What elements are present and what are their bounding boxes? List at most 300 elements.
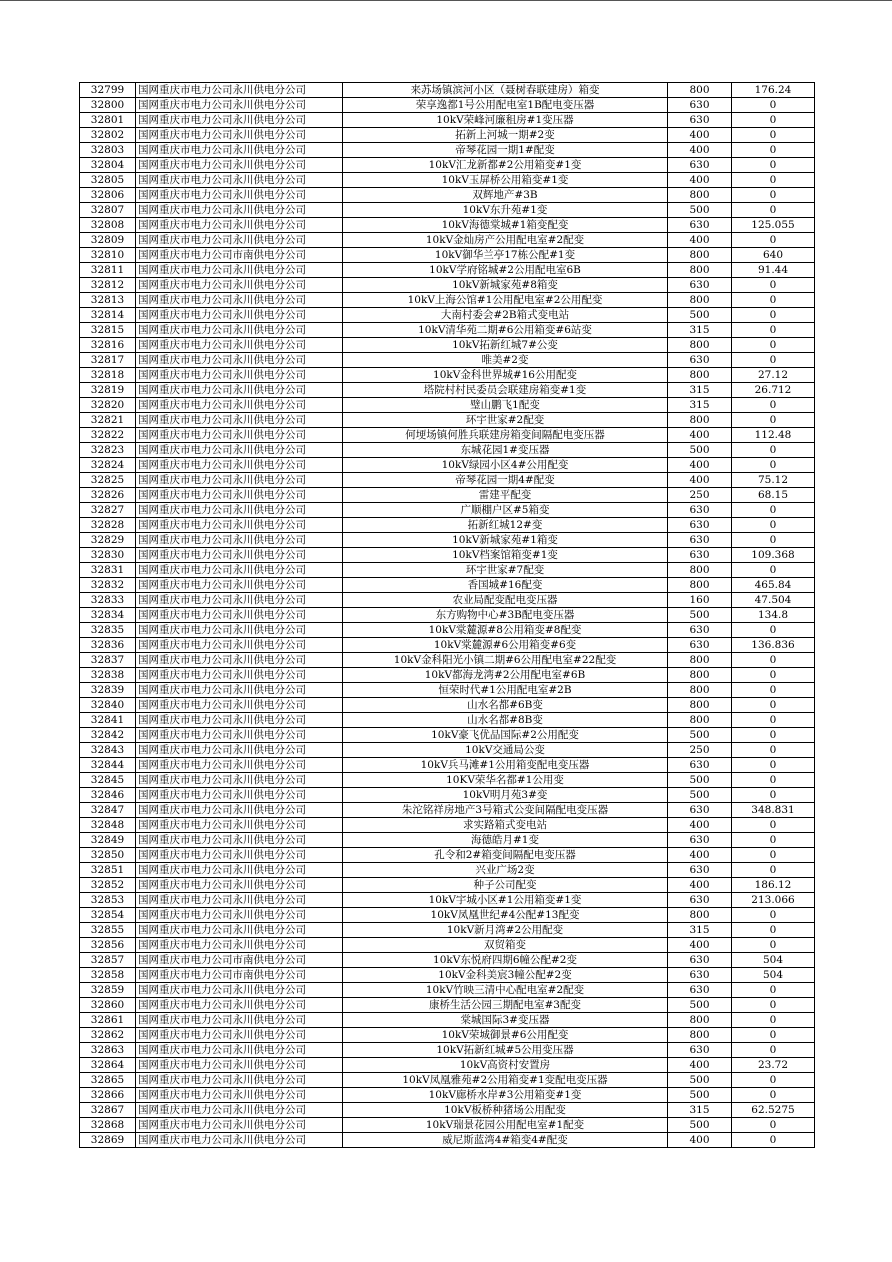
row-id-cell: 32821	[80, 413, 136, 428]
load-value-cell: 0	[732, 1088, 815, 1103]
organization-cell: 国网重庆市电力公司永川供电分公司	[136, 758, 343, 773]
row-id-cell: 32838	[80, 668, 136, 683]
transformer-name-cell: 帝琴花园一期1#配变	[343, 143, 668, 158]
transformer-name-cell: 10kV金科世界城#16公用配变	[343, 368, 668, 383]
organization-cell: 国网重庆市电力公司永川供电分公司	[136, 578, 343, 593]
load-value-cell: 0	[732, 728, 815, 743]
table-row	[80, 623, 815, 638]
transformer-name-cell: 璧山鹏飞1配变	[343, 398, 668, 413]
transformer-name-cell: 东城花园1#变压器	[343, 443, 668, 458]
capacity-cell: 630	[668, 1043, 732, 1058]
table-row	[80, 83, 815, 98]
load-value-cell: 0	[732, 203, 815, 218]
load-value-cell: 47.504	[732, 593, 815, 608]
organization-cell: 国网重庆市电力公司永川供电分公司	[136, 848, 343, 863]
table-row	[80, 338, 815, 353]
capacity-cell: 400	[668, 128, 732, 143]
table-row	[80, 608, 815, 623]
load-value-cell: 109.368	[732, 548, 815, 563]
capacity-cell: 315	[668, 323, 732, 338]
table-row	[80, 638, 815, 653]
row-id-cell: 32823	[80, 443, 136, 458]
capacity-cell: 800	[668, 1013, 732, 1028]
transformer-name-cell: 10kV棠麓源#6公用箱变#6变	[343, 638, 668, 653]
organization-cell: 国网重庆市电力公司永川供电分公司	[136, 203, 343, 218]
transformer-name-cell: 10kV兵马滩#1公用箱变配电变压器	[343, 758, 668, 773]
row-id-cell: 32836	[80, 638, 136, 653]
transformer-name-cell: 10kV新月湾#2公用配变	[343, 923, 668, 938]
row-id-cell: 32826	[80, 488, 136, 503]
organization-cell: 国网重庆市电力公司永川供电分公司	[136, 1073, 343, 1088]
load-value-cell: 0	[732, 998, 815, 1013]
organization-cell: 国网重庆市电力公司永川供电分公司	[136, 98, 343, 113]
load-value-cell: 0	[732, 683, 815, 698]
transformer-name-cell: 10kV海德棠城#1箱变配变	[343, 218, 668, 233]
page-top-rule	[0, 0, 892, 1]
row-id-cell: 32817	[80, 353, 136, 368]
row-id-cell: 32803	[80, 143, 136, 158]
table-row	[80, 503, 815, 518]
row-id-cell: 32799	[80, 83, 136, 98]
transformer-name-cell: 10kV东升苑#1变	[343, 203, 668, 218]
load-value-cell: 0	[732, 923, 815, 938]
table-row	[80, 968, 815, 983]
transformer-name-cell: 环宇世家#7配变	[343, 563, 668, 578]
load-value-cell: 23.72	[732, 1058, 815, 1073]
table-row	[80, 893, 815, 908]
capacity-cell: 500	[668, 773, 732, 788]
organization-cell: 国网重庆市电力公司永川供电分公司	[136, 1043, 343, 1058]
capacity-cell: 800	[668, 293, 732, 308]
organization-cell: 国网重庆市电力公司永川供电分公司	[136, 908, 343, 923]
capacity-cell: 500	[668, 1088, 732, 1103]
table-row	[80, 1133, 815, 1148]
transformer-name-cell: 山水名都#8B变	[343, 713, 668, 728]
organization-cell: 国网重庆市电力公司永川供电分公司	[136, 803, 343, 818]
capacity-cell: 500	[668, 608, 732, 623]
load-value-cell: 0	[732, 503, 815, 518]
organization-cell: 国网重庆市电力公司永川供电分公司	[136, 878, 343, 893]
table-row	[80, 773, 815, 788]
capacity-cell: 630	[668, 863, 732, 878]
row-id-cell: 32869	[80, 1133, 136, 1148]
table-row	[80, 788, 815, 803]
transformer-name-cell: 10kV荣城御景#6公用配变	[343, 1028, 668, 1043]
capacity-cell: 500	[668, 443, 732, 458]
table-row	[80, 1103, 815, 1118]
capacity-cell: 800	[668, 368, 732, 383]
table-row	[80, 443, 815, 458]
row-id-cell: 32816	[80, 338, 136, 353]
table-row	[80, 368, 815, 383]
row-id-cell: 32805	[80, 173, 136, 188]
transformer-name-cell: 10kV东悦府四期6幢公配#2变	[343, 953, 668, 968]
organization-cell: 国网重庆市电力公司永川供电分公司	[136, 128, 343, 143]
row-id-cell: 32850	[80, 848, 136, 863]
organization-cell: 国网重庆市电力公司永川供电分公司	[136, 473, 343, 488]
transformer-name-cell: 10kV棠麓源#8公用箱变#8配变	[343, 623, 668, 638]
load-value-cell: 504	[732, 953, 815, 968]
load-value-cell: 0	[732, 188, 815, 203]
transformer-name-cell: 海德皓月#1变	[343, 833, 668, 848]
row-id-cell: 32830	[80, 548, 136, 563]
load-value-cell: 0	[732, 158, 815, 173]
load-value-cell: 125.055	[732, 218, 815, 233]
table-row	[80, 533, 815, 548]
table-row	[80, 113, 815, 128]
table-row	[80, 938, 815, 953]
capacity-cell: 500	[668, 203, 732, 218]
transformer-name-cell: 10kV廊桥水岸#3公用箱变#1变	[343, 1088, 668, 1103]
organization-cell: 国网重庆市电力公司永川供电分公司	[136, 593, 343, 608]
transformer-name-cell: 拓新上河城一期#2变	[343, 128, 668, 143]
load-value-cell: 0	[732, 713, 815, 728]
table-row	[80, 713, 815, 728]
table-row	[80, 878, 815, 893]
load-value-cell: 26.712	[732, 383, 815, 398]
table-row	[80, 218, 815, 233]
organization-cell: 国网重庆市电力公司永川供电分公司	[136, 1133, 343, 1148]
table-row	[80, 923, 815, 938]
capacity-cell: 400	[668, 458, 732, 473]
transformer-name-cell: 棠城国际3#变压器	[343, 1013, 668, 1028]
row-id-cell: 32829	[80, 533, 136, 548]
capacity-cell: 800	[668, 263, 732, 278]
capacity-cell: 800	[668, 713, 732, 728]
load-value-cell: 62.5275	[732, 1103, 815, 1118]
capacity-cell: 800	[668, 668, 732, 683]
table-row	[80, 818, 815, 833]
load-value-cell: 0	[732, 1043, 815, 1058]
row-id-cell: 32846	[80, 788, 136, 803]
transformer-name-cell: 10kV交通局公变	[343, 743, 668, 758]
table-row	[80, 728, 815, 743]
transformer-name-cell: 10kV玉屏桥公用箱变#1变	[343, 173, 668, 188]
organization-cell: 国网重庆市电力公司永川供电分公司	[136, 548, 343, 563]
transformer-name-cell: 雷建平配变	[343, 488, 668, 503]
table-row	[80, 203, 815, 218]
load-value-cell: 0	[732, 563, 815, 578]
capacity-cell: 400	[668, 428, 732, 443]
table-row	[80, 263, 815, 278]
row-id-cell: 32820	[80, 398, 136, 413]
load-value-cell: 136.836	[732, 638, 815, 653]
load-value-cell: 0	[732, 623, 815, 638]
row-id-cell: 32853	[80, 893, 136, 908]
table-row	[80, 983, 815, 998]
organization-cell: 国网重庆市电力公司永川供电分公司	[136, 863, 343, 878]
organization-cell: 国网重庆市电力公司永川供电分公司	[136, 173, 343, 188]
transformer-name-cell: 何埂场镇何胜兵联建房箱变间隔配电变压器	[343, 428, 668, 443]
capacity-cell: 500	[668, 788, 732, 803]
row-id-cell: 32810	[80, 248, 136, 263]
row-id-cell: 32804	[80, 158, 136, 173]
transformer-name-cell: 朱沱铭祥房地产3号箱式公变间隔配电变压器	[343, 803, 668, 818]
row-id-cell: 32801	[80, 113, 136, 128]
capacity-cell: 800	[668, 563, 732, 578]
capacity-cell: 500	[668, 1118, 732, 1133]
capacity-cell: 400	[668, 1133, 732, 1148]
row-id-cell: 32808	[80, 218, 136, 233]
table-row	[80, 653, 815, 668]
transformer-name-cell: 广顺棚户区#5箱变	[343, 503, 668, 518]
table-row	[80, 473, 815, 488]
transformer-name-cell: 求实路箱式变电站	[343, 818, 668, 833]
organization-cell: 国网重庆市电力公司永川供电分公司	[136, 818, 343, 833]
organization-cell: 国网重庆市电力公司永川供电分公司	[136, 998, 343, 1013]
organization-cell: 国网重庆市电力公司永川供电分公司	[136, 728, 343, 743]
load-value-cell: 0	[732, 143, 815, 158]
organization-cell: 国网重庆市电力公司永川供电分公司	[136, 143, 343, 158]
capacity-cell: 630	[668, 638, 732, 653]
organization-cell: 国网重庆市电力公司永川供电分公司	[136, 938, 343, 953]
capacity-cell: 630	[668, 533, 732, 548]
organization-cell: 国网重庆市电力公司永川供电分公司	[136, 653, 343, 668]
row-id-cell: 32811	[80, 263, 136, 278]
organization-cell: 国网重庆市电力公司永川供电分公司	[136, 428, 343, 443]
transformer-name-cell: 塔院村村民委员会联建房箱变#1变	[343, 383, 668, 398]
load-value-cell: 0	[732, 908, 815, 923]
capacity-cell: 500	[668, 308, 732, 323]
capacity-cell: 400	[668, 143, 732, 158]
load-value-cell: 0	[732, 413, 815, 428]
capacity-cell: 500	[668, 1073, 732, 1088]
load-value-cell: 0	[732, 833, 815, 848]
capacity-cell: 630	[668, 113, 732, 128]
organization-cell: 国网重庆市电力公司永川供电分公司	[136, 458, 343, 473]
transformer-name-cell: 10kV御华兰亭17栋公配#1变	[343, 248, 668, 263]
transformer-name-cell: 威尼斯蓝湾4#箱变4#配变	[343, 1133, 668, 1148]
organization-cell: 国网重庆市电力公司永川供电分公司	[136, 323, 343, 338]
table-row	[80, 1013, 815, 1028]
transformer-name-cell: 10kV上海公馆#1公用配电室#2公用配变	[343, 293, 668, 308]
capacity-cell: 400	[668, 878, 732, 893]
load-value-cell: 0	[732, 1118, 815, 1133]
organization-cell: 国网重庆市电力公司永川供电分公司	[136, 563, 343, 578]
row-id-cell: 32839	[80, 683, 136, 698]
capacity-cell: 800	[668, 653, 732, 668]
transformer-name-cell: 大南村委会#2B箱式变电站	[343, 308, 668, 323]
organization-cell: 国网重庆市电力公司永川供电分公司	[136, 188, 343, 203]
load-value-cell: 0	[732, 173, 815, 188]
organization-cell: 国网重庆市电力公司永川供电分公司	[136, 1103, 343, 1118]
transformer-name-cell: 10kV都海龙湾#2公用配电室#6B	[343, 668, 668, 683]
table-row	[80, 683, 815, 698]
row-id-cell: 32807	[80, 203, 136, 218]
row-id-cell: 32863	[80, 1043, 136, 1058]
transformer-name-cell: 来苏场镇滨河小区（聂树春联建房）箱变	[343, 83, 668, 98]
transformer-name-cell: 10kV高资村安置房	[343, 1058, 668, 1073]
table-row	[80, 803, 815, 818]
transformer-name-cell: 10kV学府铭城#2公用配电室6B	[343, 263, 668, 278]
load-value-cell: 348.831	[732, 803, 815, 818]
row-id-cell: 32854	[80, 908, 136, 923]
capacity-cell: 400	[668, 848, 732, 863]
transformer-name-cell: 10kV档案馆箱变#1变	[343, 548, 668, 563]
capacity-cell: 630	[668, 968, 732, 983]
transformer-name-cell: 恒荣时代#1公用配电室#2B	[343, 683, 668, 698]
organization-cell: 国网重庆市电力公司永川供电分公司	[136, 983, 343, 998]
capacity-cell: 400	[668, 173, 732, 188]
load-value-cell: 0	[732, 338, 815, 353]
capacity-cell: 800	[668, 338, 732, 353]
table-row	[80, 548, 815, 563]
capacity-cell: 630	[668, 833, 732, 848]
row-id-cell: 32843	[80, 743, 136, 758]
organization-cell: 国网重庆市电力公司市南供电分公司	[136, 953, 343, 968]
load-value-cell: 0	[732, 1028, 815, 1043]
capacity-cell: 630	[668, 893, 732, 908]
transformer-name-cell: 康桥生活公园三期配电室#3配变	[343, 998, 668, 1013]
transformer-name-cell: 10kV新城家苑#8箱变	[343, 278, 668, 293]
transformer-name-cell: 唯美#2变	[343, 353, 668, 368]
organization-cell: 国网重庆市电力公司永川供电分公司	[136, 1118, 343, 1133]
row-id-cell: 32818	[80, 368, 136, 383]
row-id-cell: 32856	[80, 938, 136, 953]
load-value-cell: 0	[732, 443, 815, 458]
organization-cell: 国网重庆市电力公司永川供电分公司	[136, 1028, 343, 1043]
transformer-name-cell: 东方购物中心#3B配电变压器	[343, 608, 668, 623]
organization-cell: 国网重庆市电力公司永川供电分公司	[136, 338, 343, 353]
transformer-name-cell: 10KV荣华名都#1公用变	[343, 773, 668, 788]
table-row	[80, 1058, 815, 1073]
transformer-name-cell: 10kV拓新红城#5公用变压器	[343, 1043, 668, 1058]
table-row	[80, 698, 815, 713]
row-id-cell: 32864	[80, 1058, 136, 1073]
organization-cell: 国网重庆市电力公司市南供电分公司	[136, 248, 343, 263]
transformer-name-cell: 孔令和2#箱变间隔配电变压器	[343, 848, 668, 863]
capacity-cell: 630	[668, 758, 732, 773]
row-id-cell: 32859	[80, 983, 136, 998]
organization-cell: 国网重庆市电力公司永川供电分公司	[136, 1088, 343, 1103]
transformer-name-cell: 10kV清华苑二期#6公用箱变#6站变	[343, 323, 668, 338]
organization-cell: 国网重庆市电力公司永川供电分公司	[136, 533, 343, 548]
organization-cell: 国网重庆市电力公司永川供电分公司	[136, 893, 343, 908]
row-id-cell: 32822	[80, 428, 136, 443]
load-value-cell: 75.12	[732, 473, 815, 488]
row-id-cell: 32825	[80, 473, 136, 488]
organization-cell: 国网重庆市电力公司永川供电分公司	[136, 833, 343, 848]
capacity-cell: 630	[668, 218, 732, 233]
row-id-cell: 32851	[80, 863, 136, 878]
transformer-name-cell: 10kV竹映三清中心配电室#2配变	[343, 983, 668, 998]
organization-cell: 国网重庆市电力公司永川供电分公司	[136, 608, 343, 623]
row-id-cell: 32852	[80, 878, 136, 893]
row-id-cell: 32833	[80, 593, 136, 608]
row-id-cell: 32862	[80, 1028, 136, 1043]
transformer-name-cell: 10kV板桥种猪场公用配变	[343, 1103, 668, 1118]
capacity-cell: 315	[668, 383, 732, 398]
capacity-cell: 630	[668, 503, 732, 518]
transformer-table	[79, 82, 815, 1148]
transformer-name-cell: 10kV凤凰世纪#4公配#13配变	[343, 908, 668, 923]
row-id-cell: 32802	[80, 128, 136, 143]
load-value-cell: 0	[732, 938, 815, 953]
capacity-cell: 800	[668, 248, 732, 263]
row-id-cell: 32835	[80, 623, 136, 638]
capacity-cell: 630	[668, 623, 732, 638]
organization-cell: 国网重庆市电力公司永川供电分公司	[136, 773, 343, 788]
row-id-cell: 32834	[80, 608, 136, 623]
capacity-cell: 630	[668, 983, 732, 998]
table-row	[80, 143, 815, 158]
capacity-cell: 630	[668, 953, 732, 968]
table-row	[80, 398, 815, 413]
transformer-name-cell: 环宇世家#2配变	[343, 413, 668, 428]
load-value-cell: 0	[732, 788, 815, 803]
load-value-cell: 112.48	[732, 428, 815, 443]
organization-cell: 国网重庆市电力公司市南供电分公司	[136, 968, 343, 983]
table-row	[80, 323, 815, 338]
transformer-name-cell: 香国城#16配变	[343, 578, 668, 593]
organization-cell: 国网重庆市电力公司永川供电分公司	[136, 923, 343, 938]
table-row	[80, 488, 815, 503]
organization-cell: 国网重庆市电力公司永川供电分公司	[136, 713, 343, 728]
table-row	[80, 293, 815, 308]
table-row	[80, 908, 815, 923]
table-row	[80, 743, 815, 758]
row-id-cell: 32842	[80, 728, 136, 743]
capacity-cell: 500	[668, 728, 732, 743]
load-value-cell: 0	[732, 743, 815, 758]
capacity-cell: 800	[668, 698, 732, 713]
organization-cell: 国网重庆市电力公司永川供电分公司	[136, 743, 343, 758]
load-value-cell: 0	[732, 533, 815, 548]
organization-cell: 国网重庆市电力公司永川供电分公司	[136, 668, 343, 683]
capacity-cell: 400	[668, 938, 732, 953]
transformer-name-cell: 10kV明月苑3#变	[343, 788, 668, 803]
transformer-name-cell: 10kV金科阳光小镇二期#6公用配电室#22配变	[343, 653, 668, 668]
capacity-cell: 315	[668, 398, 732, 413]
load-value-cell: 0	[732, 698, 815, 713]
table-row	[80, 518, 815, 533]
table-row	[80, 1028, 815, 1043]
capacity-cell: 500	[668, 998, 732, 1013]
capacity-cell: 630	[668, 548, 732, 563]
capacity-cell: 160	[668, 593, 732, 608]
row-id-cell: 32841	[80, 713, 136, 728]
table-row	[80, 128, 815, 143]
load-value-cell: 0	[732, 518, 815, 533]
table-row	[80, 1088, 815, 1103]
load-value-cell: 0	[732, 323, 815, 338]
organization-cell: 国网重庆市电力公司永川供电分公司	[136, 503, 343, 518]
table-row	[80, 563, 815, 578]
organization-cell: 国网重庆市电力公司永川供电分公司	[136, 368, 343, 383]
row-id-cell: 32806	[80, 188, 136, 203]
row-id-cell: 32847	[80, 803, 136, 818]
row-id-cell: 32840	[80, 698, 136, 713]
row-id-cell: 32819	[80, 383, 136, 398]
organization-cell: 国网重庆市电力公司永川供电分公司	[136, 113, 343, 128]
capacity-cell: 630	[668, 98, 732, 113]
row-id-cell: 32867	[80, 1103, 136, 1118]
table-row	[80, 308, 815, 323]
table-row	[80, 578, 815, 593]
organization-cell: 国网重庆市电力公司永川供电分公司	[136, 413, 343, 428]
row-id-cell: 32831	[80, 563, 136, 578]
load-value-cell: 186.12	[732, 878, 815, 893]
organization-cell: 国网重庆市电力公司永川供电分公司	[136, 308, 343, 323]
capacity-cell: 315	[668, 1103, 732, 1118]
organization-cell: 国网重庆市电力公司永川供电分公司	[136, 278, 343, 293]
capacity-cell: 800	[668, 683, 732, 698]
load-value-cell: 213.066	[732, 893, 815, 908]
transformer-name-cell: 帝琴花园一期4#配变	[343, 473, 668, 488]
capacity-cell: 630	[668, 353, 732, 368]
row-id-cell: 32844	[80, 758, 136, 773]
transformer-name-cell: 种子公司配变	[343, 878, 668, 893]
